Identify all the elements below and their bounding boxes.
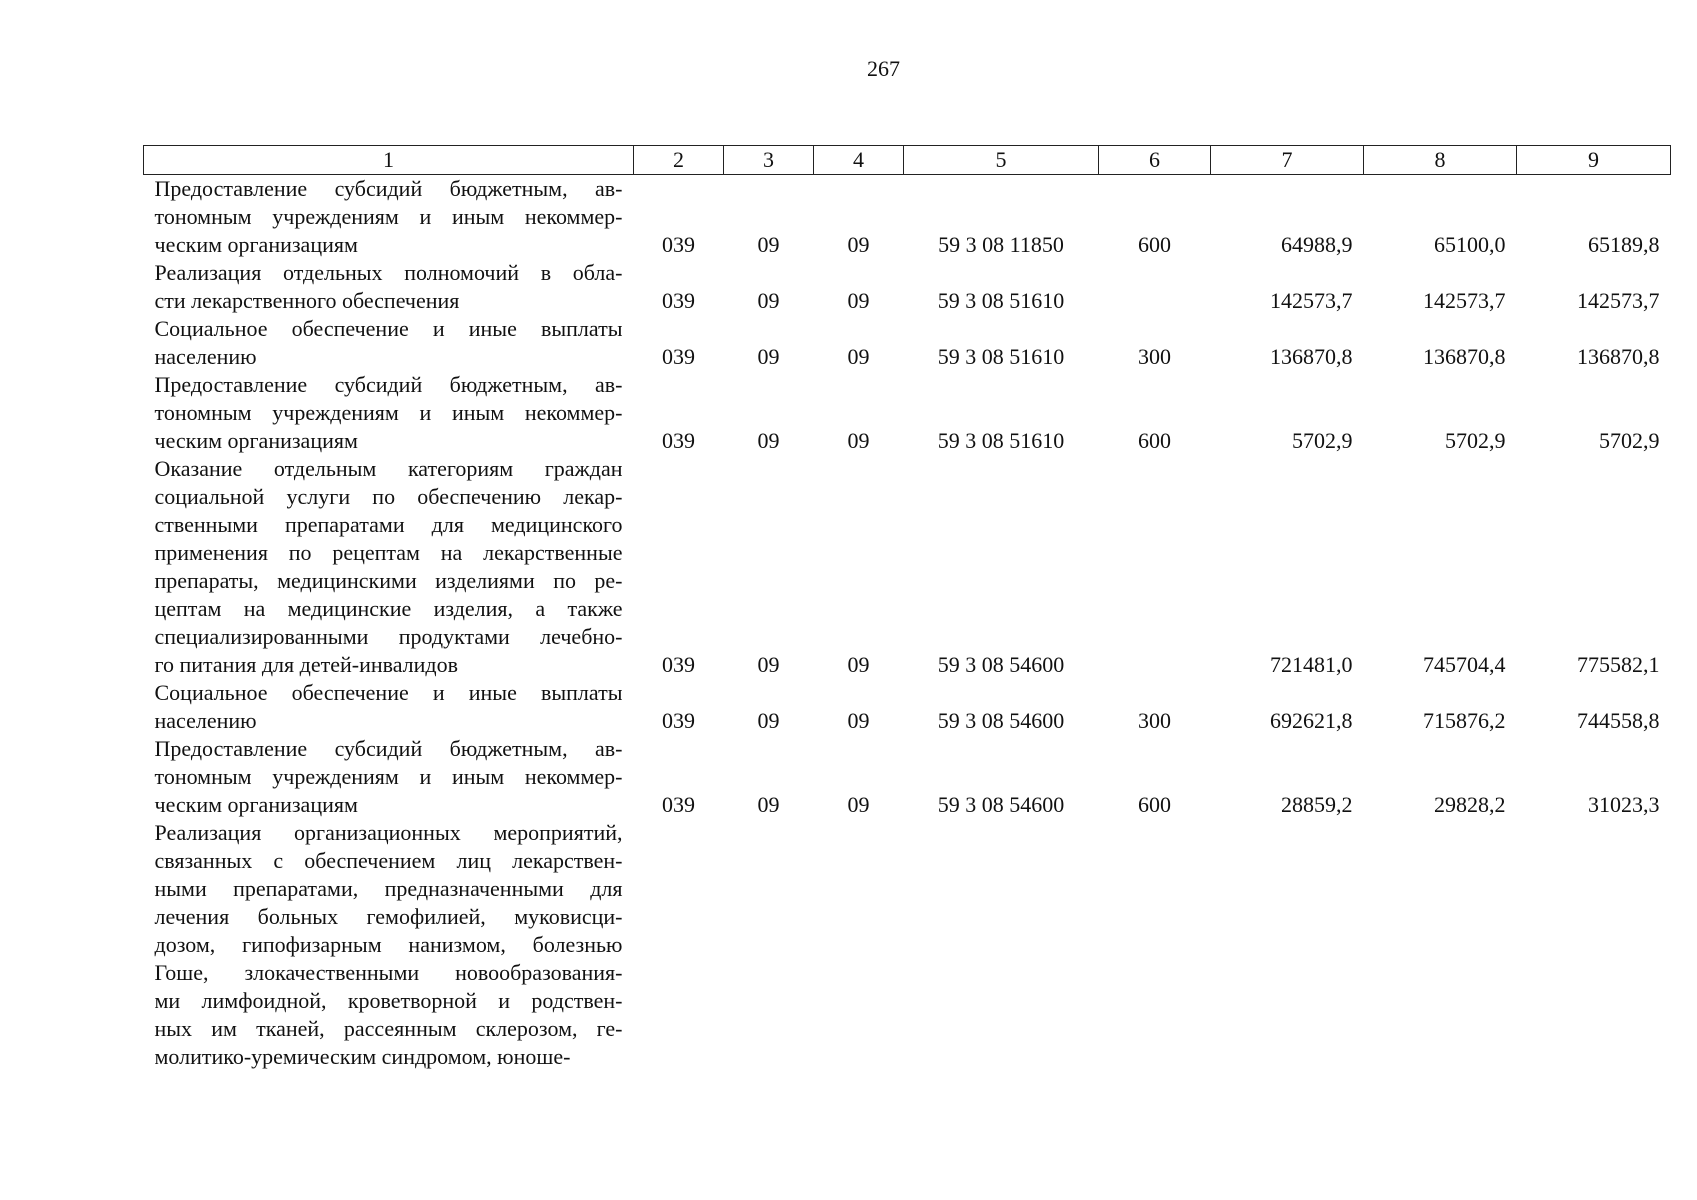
description-line: Предоставление субсидий бюджетным, ав- bbox=[154, 176, 623, 201]
amount-year3-cell: 5702,9 bbox=[1599, 428, 1660, 453]
header-cell: 7 bbox=[1211, 146, 1364, 175]
target-article-cell: 59 3 08 54600 bbox=[937, 652, 1065, 677]
expense-type-cell: 300 bbox=[1138, 708, 1171, 733]
description-line: Реализация организационных мероприятий, bbox=[154, 820, 623, 845]
amount-year3-cell bbox=[1517, 819, 1671, 1071]
description-line: населению bbox=[154, 344, 257, 369]
description-line: лечения больных гемофилией, муковисци- bbox=[154, 904, 623, 929]
table-row bbox=[144, 455, 1671, 679]
subsection-cell: 09 bbox=[847, 232, 870, 257]
ministry-code-cell: 039 bbox=[662, 232, 695, 257]
description-line: ческим организациям bbox=[154, 792, 358, 817]
amount-year2-cell: 715876,2 bbox=[1423, 708, 1506, 733]
section-cell: 09 bbox=[757, 792, 780, 817]
header-cell: 8 bbox=[1364, 146, 1517, 175]
amount-year1-cell: 28859,2 bbox=[1281, 792, 1353, 817]
description-line: ческим организациям bbox=[154, 232, 358, 257]
description-line: ными препаратами, предназначенными для bbox=[154, 876, 623, 901]
row-description bbox=[144, 735, 634, 819]
description-line: Оказание отдельным категориям граждан bbox=[154, 456, 623, 481]
header-row bbox=[144, 146, 1671, 175]
row-description bbox=[144, 679, 634, 735]
amount-year1-cell: 692621,8 bbox=[1270, 708, 1353, 733]
target-article-cell: 59 3 08 54600 bbox=[937, 792, 1065, 817]
table-row bbox=[144, 679, 1671, 735]
description-line: тономным учреждениям и иным некоммер- bbox=[154, 764, 623, 789]
amount-year3-cell: 65189,8 bbox=[1588, 232, 1660, 257]
row-description bbox=[144, 455, 634, 679]
subsection-cell: 09 bbox=[847, 652, 870, 677]
header-cell: 5 bbox=[904, 146, 1099, 175]
description-line: молитико-уремическим синдромом, юноше- bbox=[154, 1044, 571, 1069]
amount-year2-cell: 65100,0 bbox=[1434, 232, 1506, 257]
description-line: социальной услуги по обеспечению лекар- bbox=[154, 484, 623, 509]
subsection-cell: 09 bbox=[847, 428, 870, 453]
row-description bbox=[144, 315, 634, 371]
table-row bbox=[144, 259, 1671, 315]
amount-year3-cell: 744558,8 bbox=[1577, 708, 1660, 733]
amount-year3-cell: 136870,8 bbox=[1577, 344, 1660, 369]
ministry-code-cell: 039 bbox=[662, 792, 695, 817]
description-line: ственными препаратами для медицинского bbox=[154, 512, 623, 537]
description-line: препараты, медицинскими изделиями по ре- bbox=[154, 568, 623, 593]
header-cell: 3 bbox=[724, 146, 814, 175]
description-line: Социальное обеспечение и иные выплаты bbox=[154, 316, 623, 341]
description-line: Социальное обеспечение и иные выплаты bbox=[154, 680, 623, 705]
row-description bbox=[144, 371, 634, 455]
table-header bbox=[144, 146, 1671, 175]
description-line: Предоставление субсидий бюджетным, ав- bbox=[154, 736, 623, 761]
expense-type-cell: 300 bbox=[1138, 344, 1171, 369]
subsection-cell bbox=[814, 819, 904, 1071]
description-line: специализированными продуктами лечебно- bbox=[154, 624, 623, 649]
subsection-cell: 09 bbox=[847, 708, 870, 733]
target-article-cell: 59 3 08 51610 bbox=[937, 288, 1065, 313]
section-cell: 09 bbox=[757, 344, 780, 369]
budget-table bbox=[143, 145, 1671, 1071]
expense-type-cell: 600 bbox=[1138, 428, 1171, 453]
table-row bbox=[144, 371, 1671, 455]
subsection-cell: 09 bbox=[847, 344, 870, 369]
header-cell: 9 bbox=[1517, 146, 1671, 175]
description-line: Предоставление субсидий бюджетным, ав- bbox=[154, 372, 623, 397]
description-line: применения по рецептам на лекарственные bbox=[154, 540, 623, 565]
section-cell: 09 bbox=[757, 288, 780, 313]
description-line: Гоше, злокачественными новообразования- bbox=[154, 960, 623, 985]
amount-year1-cell: 721481,0 bbox=[1270, 652, 1353, 677]
expense-type-cell bbox=[1099, 819, 1211, 1071]
table-row bbox=[144, 315, 1671, 371]
description-line: го питания для детей-инвалидов bbox=[154, 652, 458, 677]
description-line: дозом, гипофизарным нанизмом, болезнью bbox=[154, 932, 623, 957]
expense-type-cell: 600 bbox=[1138, 792, 1171, 817]
amount-year1-cell: 64988,9 bbox=[1281, 232, 1353, 257]
amount-year2-cell bbox=[1364, 819, 1517, 1071]
expense-type-cell bbox=[1099, 259, 1211, 315]
expense-type-cell bbox=[1099, 455, 1211, 679]
target-article-cell: 59 3 08 51610 bbox=[937, 428, 1065, 453]
header-cell: 2 bbox=[634, 146, 724, 175]
description-line: цептам на медицинские изделия, а также bbox=[154, 596, 623, 621]
table-row bbox=[144, 735, 1671, 819]
description-line: тономным учреждениям и иным некоммер- bbox=[154, 204, 623, 229]
target-article-cell: 59 3 08 54600 bbox=[937, 708, 1065, 733]
section-cell bbox=[724, 819, 814, 1071]
ministry-code-cell bbox=[634, 819, 724, 1071]
ministry-code-cell: 039 bbox=[662, 428, 695, 453]
table-row bbox=[144, 175, 1671, 260]
section-cell: 09 bbox=[757, 428, 780, 453]
description-line: сти лекарственного обеспечения bbox=[154, 288, 460, 313]
amount-year2-cell: 142573,7 bbox=[1423, 288, 1506, 313]
amount-year3-cell: 142573,7 bbox=[1577, 288, 1660, 313]
target-article-cell: 59 3 08 51610 bbox=[937, 344, 1065, 369]
amount-year2-cell: 136870,8 bbox=[1423, 344, 1506, 369]
page-number: 267 bbox=[867, 56, 900, 81]
amount-year1-cell: 142573,7 bbox=[1270, 288, 1353, 313]
description-line: ми лимфоидной, кроветворной и родствен- bbox=[154, 988, 623, 1013]
section-cell: 09 bbox=[757, 708, 780, 733]
header-cell: 1 bbox=[144, 146, 634, 175]
description-line: связанных с обеспечением лиц лекарствен- bbox=[154, 848, 623, 873]
expense-type-cell: 600 bbox=[1138, 232, 1171, 257]
amount-year3-cell: 775582,1 bbox=[1577, 652, 1660, 677]
section-cell: 09 bbox=[757, 652, 780, 677]
target-article-cell bbox=[904, 819, 1099, 1071]
ministry-code-cell: 039 bbox=[662, 288, 695, 313]
section-cell: 09 bbox=[757, 232, 780, 257]
amount-year2-cell: 5702,9 bbox=[1445, 428, 1506, 453]
amount-year1-cell: 136870,8 bbox=[1270, 344, 1353, 369]
header-cell: 6 bbox=[1099, 146, 1211, 175]
ministry-code-cell: 039 bbox=[662, 652, 695, 677]
description-line: ческим организациям bbox=[154, 428, 358, 453]
subsection-cell: 09 bbox=[847, 792, 870, 817]
target-article-cell: 59 3 08 11850 bbox=[938, 232, 1064, 257]
description-line: тономным учреждениям и иным некоммер- bbox=[154, 400, 623, 425]
amount-year2-cell: 745704,4 bbox=[1423, 652, 1506, 677]
description-line: Реализация отдельных полномочий в обла- bbox=[154, 260, 623, 285]
description-line: населению bbox=[154, 708, 257, 733]
table-body bbox=[144, 175, 1671, 1072]
ministry-code-cell: 039 bbox=[662, 344, 695, 369]
header-cell: 4 bbox=[814, 146, 904, 175]
row-description bbox=[144, 819, 634, 1071]
amount-year1-cell: 5702,9 bbox=[1292, 428, 1353, 453]
description-line: ных им тканей, рассеянным склерозом, ге- bbox=[154, 1016, 623, 1041]
ministry-code-cell: 039 bbox=[662, 708, 695, 733]
amount-year3-cell: 31023,3 bbox=[1588, 792, 1660, 817]
row-description bbox=[144, 259, 634, 315]
amount-year2-cell: 29828,2 bbox=[1434, 792, 1506, 817]
table-row bbox=[144, 819, 1671, 1071]
row-description bbox=[144, 175, 634, 260]
subsection-cell: 09 bbox=[847, 288, 870, 313]
amount-year1-cell bbox=[1211, 819, 1364, 1071]
